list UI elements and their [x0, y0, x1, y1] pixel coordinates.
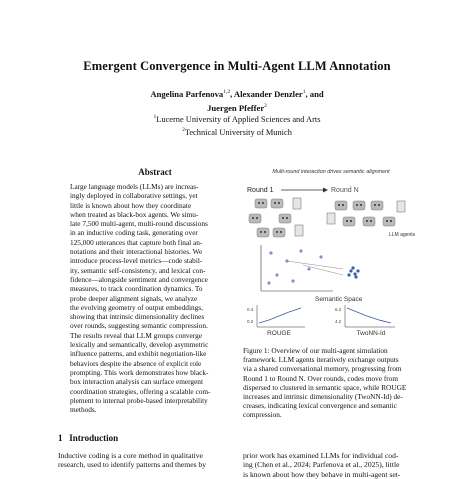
rouge-line: [259, 308, 301, 323]
converge-arrows: [287, 261, 343, 275]
affiliation-1: $^1$Lucerne University of Applied Sciences and Arts: [153, 114, 321, 124]
author-1: Angelina Parfenova: [150, 88, 224, 99]
llm-agents-label: LLM agents: [389, 232, 416, 238]
abstract-text: Large language models (LLMs) are increas- ingly deployed in collaborative settings, yet little is known about how they coordinate when treated as black-box agents. We simu- late 7,500 multi-agent, multi-round discussions in an inductive coding task, generating over 125,000 utterances that capture both final an- notations and their interactional histories. We introduce process-level metrics—code stabil- ity, semantic self-consistency, and lexical con- fidence—alongside sentiment and convergence measures, to track coordination dynamics. To probe deeper alignment signals, we analyze the evolving geometry of output embeddings, showing that intrinsic dimensionality declines over rounds, suggesting semantic compression. The results reveal that LLM groups converge lexically and semantically, develop asymmetric influence patterns, and exhibit negotiation-like behaviors despite the absence of explicit role prompting. This work demonstrates how black- box interaction analysis can surface emergent coordination strategies, offering a scalable com- plement to internal probe-based interpretability methods.: [70, 182, 211, 415]
author-list: Angelina Parfenova$^{1,2}$, Alexander Denzler$^1$, and Juergen Pfeffer$^2$: [150, 88, 324, 113]
round-1-label: Round 1: [247, 187, 274, 194]
round-n-label: Round N: [331, 187, 359, 194]
figure-1: [243, 165, 419, 337]
agent-robot-icon: [249, 199, 291, 237]
clustered-points: [347, 266, 359, 278]
author-3: Juergen Pfeffer: [207, 102, 265, 113]
shared-memory-icon: [293, 198, 303, 236]
twonn-tick-top: 6.2: [335, 307, 342, 312]
twonn-label: TwoNN-Id: [356, 330, 386, 337]
right-column-text: prior work has examined LLMs for individual cod- ing (Chen et al., 2024; Parfenova et al., 2025), little is known about how they behave in multi-agent set-: [243, 451, 401, 479]
rouge-tick-top: 0.4: [247, 307, 254, 312]
round-arrowhead: [323, 188, 328, 193]
twonn-line: [347, 308, 391, 323]
semantic-space-label: Semantic Space: [315, 296, 363, 303]
rouge-label: ROUGE: [267, 330, 291, 337]
twonn-tick-bottom: 4.2: [335, 319, 342, 324]
rouge-tick-bottom: 0.2: [247, 319, 254, 324]
agent-robot-icon: [335, 201, 395, 226]
figure-title: Multi-round interaction drives semantic alignment: [272, 169, 390, 175]
intro-text: Inductive coding is a core method in qualitative research, used to identify patterns and themes by: [58, 451, 207, 470]
dispersed-points: [267, 249, 322, 284]
section-heading: 1 Introduction: [58, 433, 119, 443]
affiliation-2: $^2$Technical University of Munich: [182, 126, 292, 137]
author-2: Alexander Denzler: [233, 88, 303, 99]
affiliations: [0, 112, 474, 138]
abstract-heading: Abstract: [138, 167, 172, 177]
figure-caption: Figure 1: Overview of our multi-agent simulation framework. LLM agents iteratively exchange outputs via a shared conversational memory, progressing from Round 1 to Round N. Over rounds, codes move from dispersed to clustered in semantic space, while ROUGE increases and intrinsic dimensionality (TwoNN-Id) de- creases, indicating lexical convergence and semantic compression.: [243, 346, 407, 420]
paper-title: Emergent Convergence in Multi-Agent LLM Annotation: [83, 59, 391, 73]
